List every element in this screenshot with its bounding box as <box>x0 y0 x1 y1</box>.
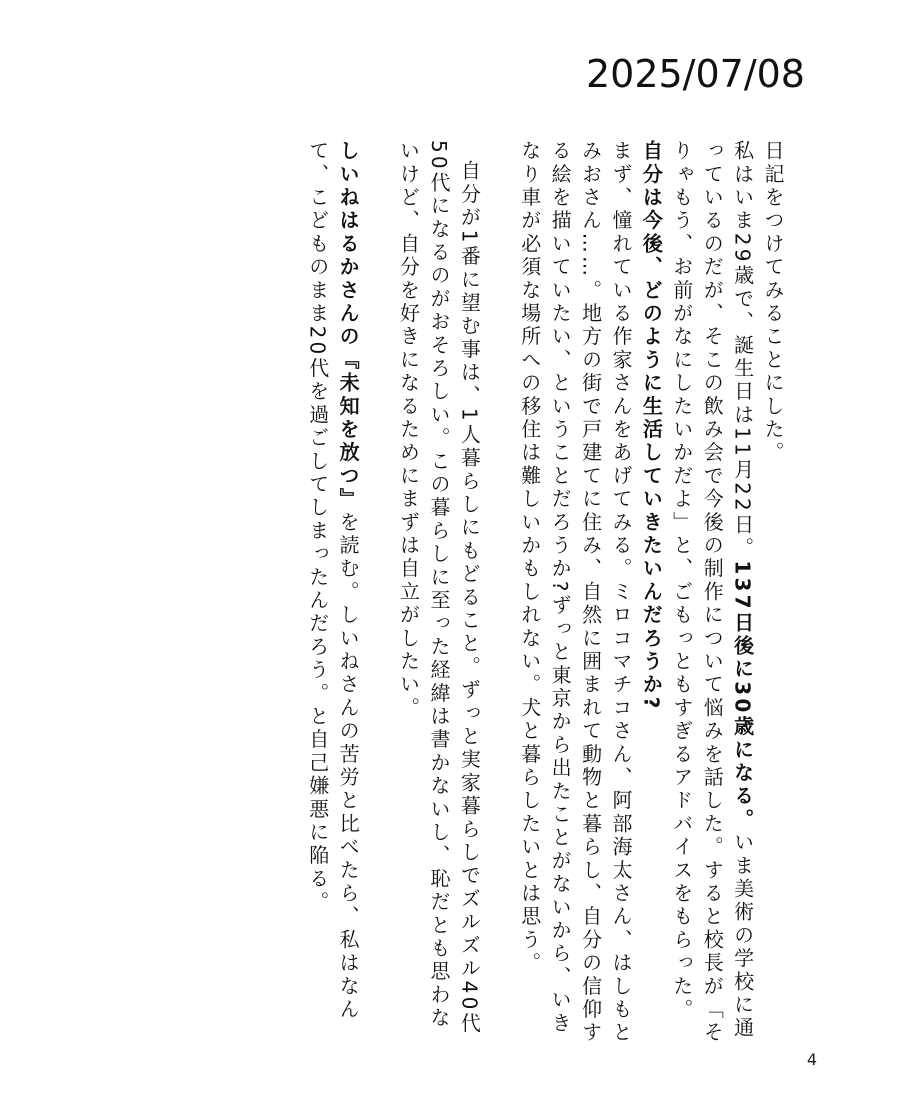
countdown-highlight: 137日後に30歳になる。 <box>730 560 755 832</box>
entry-date: 2025/07/08 <box>585 52 805 96</box>
age-sentence: 私はいま29歳で、誕生日は11月22日。 <box>730 140 755 561</box>
paragraph-intro: 日記をつけてみることにした。 <box>761 140 785 465</box>
page-number: 4 <box>806 1050 817 1069</box>
book-reflection: を読む。しいねさんの苦労と比べたら、私はなんて、こどものまま20代を過ごしてしまったんだろう。と自己嫌悪に陥る。 <box>305 140 361 1022</box>
paragraph-question: 自分は今後、どのように生活していきたいんだろうか? <box>639 140 664 712</box>
paragraph-book <box>302 140 363 1045</box>
paragraph-role-models: まず、憧れている作家さんをあげてみる。ミロコマチコさん、阿部海太さん、はしもとみおさん……。地方の街で戸建てに住み、自然に囲まれて動物と暮らし、自分の信仰する絵を描いていたい、ということだろうか?ずっと東京から出たことがないから、いきなり車が必須な場所への移住は難しいかもしれない。犬と暮らしたいとは思う。 <box>517 140 633 1045</box>
diary-body <box>302 140 788 1045</box>
school-story: いま美術の学校に通っているのだが、そこの飲み会で今後の制作について悩みを話した。すると校長が「そりゃもう、お前がなにしたいかだよ」と、ごもっともすぎるアドバイスをもらった。 <box>669 140 755 1045</box>
paragraph-independence: 自分が1番に望む事は、1人暮らしにもどること。ずっと実家暮らしでズルズル40代50代になるのがおそろしい。この暮らしに至った経緯は書かないし、恥だとも思わないけど、自分を好きになるためにまずは自立がしたい。 <box>396 140 482 1036</box>
paragraph-age <box>666 140 757 1045</box>
book-title: しいねはるかさんの『未知を放つ』 <box>336 140 361 512</box>
